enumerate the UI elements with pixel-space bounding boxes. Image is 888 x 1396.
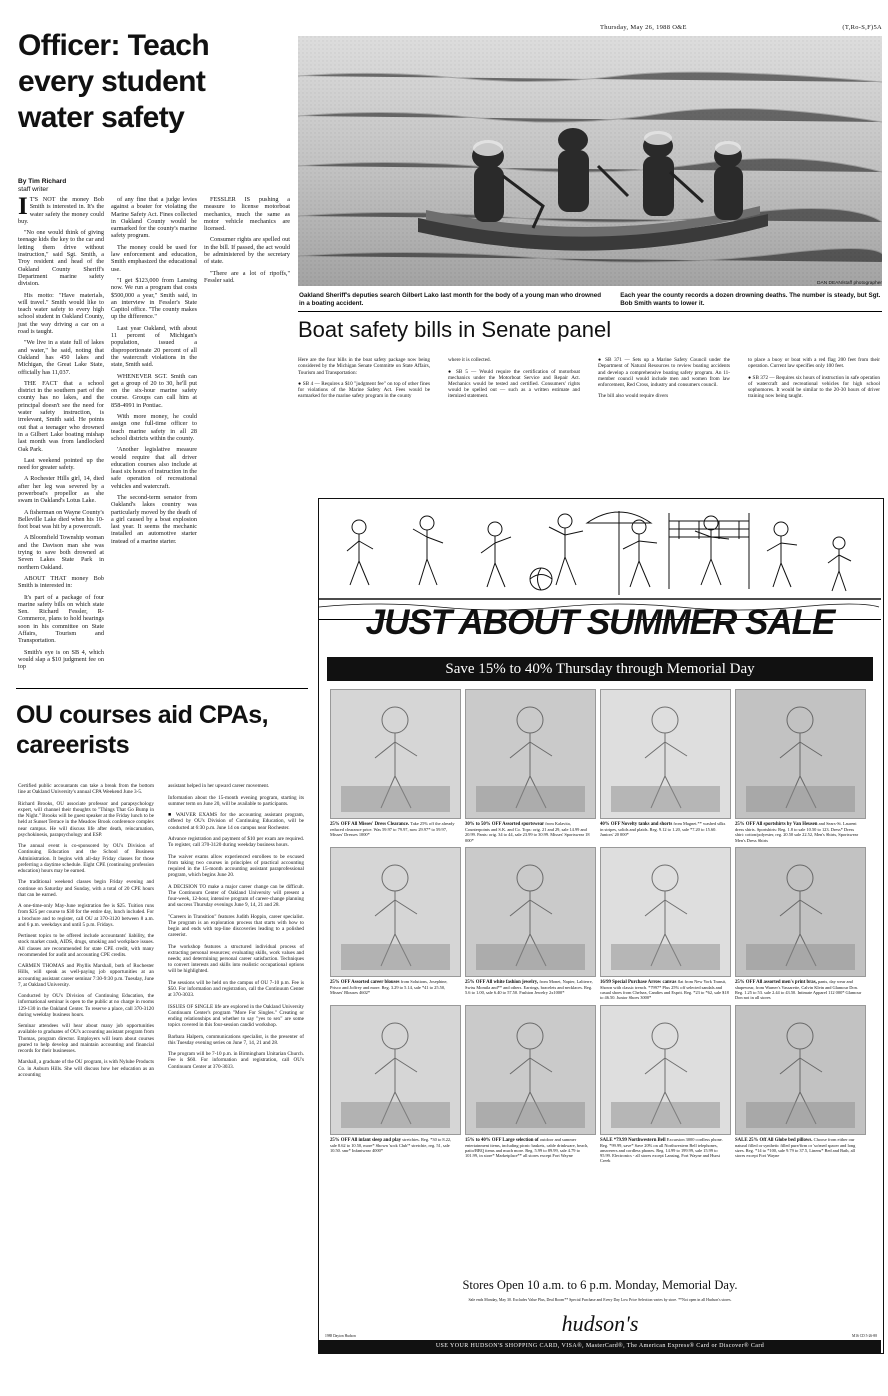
masthead: [600, 24, 882, 31]
ad-product-cell[interactable]: [600, 1005, 729, 1164]
ad-product-photo: [735, 847, 866, 977]
ad-product-photo: [330, 689, 461, 819]
paragraph: ● SB 4 — Requires a $10 "judgment fee" on top of other fines for violations of the Marine Safety Act. Fees would be earmarked for the marine safety program in the county: [298, 380, 430, 400]
ad-product-text: Choose from either our natural filled or synthetic filled pure/firm or 'so/med spacer and long sizes. Reg. *14 to *100, sale 9.79 to 37.5, Linens* Bed and Bath, all stores except Fort Wayne: [735, 1136, 856, 1159]
paragraph: CARMEN THOMAS and Phyllis Marshall, both of Rochester Hills, will speak as well-paying job opportunities at an accounting assistant career seminar 7:30-9:30 p.m. Tuesday, June 7, at Oakland University.: [18, 963, 154, 988]
ad-product-caption: [330, 1137, 459, 1154]
paragraph: A DECISION TO make a major career change can be difficult. The Continuum Center of Oakland University will present a four-week, 12-hour, intensive program of career-change planning and success Thursday evenings June 9, 14, 21 and 28.: [168, 883, 304, 909]
paragraph: Advance registration and payment of $10 per exam are required. To register, call 370-3120 during weekday business hours.: [168, 835, 304, 849]
ad-product-photo: [465, 847, 596, 977]
story-column-3: [204, 196, 290, 664]
ad-product-photo: [465, 689, 596, 819]
ad-product-text: stretchies. Reg. *30 to 8.22, sale 8.62 to 10.50, more* Shown 'sock Club'* stretchie, reg. 51, sale 10.50. smr* Infantwear 4000*: [330, 1136, 452, 1154]
paragraph: ● SB 5 — Would require the certification of motorboat mechanics under the Motorboat Service and Repair Act. Mechanics would be tested and certified. Consumers' rights would be spelled out — such as a written estimate and itemized statement.: [448, 368, 580, 400]
headline-boat-safety-bills: Boat safety bills in Senate panel: [298, 317, 612, 342]
paragraph: ABOUT THAT money Bob Smith is interested in:: [18, 574, 104, 590]
ad-illustration-beach-scene: [319, 499, 881, 620]
paragraph: ● SB 371 — Sets up a Marine Safety Council under the Department of Natural Resources to review boating accidents and develop a comprehensive boating safety program. An 11-member council would include men and women from law enforcement, Red Cross, industry and consumers council.: [598, 357, 730, 388]
ad-product-text: from Monet, Napier, Laliterre, Swiss Momila and** and others. Earrings, bracelets and necklaces. Reg. 5.6 to 1.00, sale 6.40 to 57.50. Fashion Jewelry 2x1000*: [465, 978, 593, 996]
ad-product-headline: SALE *79.99 Northwestern Bell: [600, 1137, 667, 1143]
paragraph: A Rochester Hills girl, 14, died after her leg was severed by a powerboat's propellor as she swam in Oakland's Lotus Lake.: [18, 475, 104, 505]
paragraph: Last year Oakland, with about 11 percent of Michigan's population, issued a disproportionate 20 percent of all the watercraft violations in the state, Smith said.: [111, 324, 197, 369]
ad-product-text: flat from New York Transit, Shown with classic trench. *7997* Plus 25% off selected sandals and casual shoes from Chelsea, Candies and Esprit. Reg. *23 to *62, sale $18 to 46.50. Junior Shoes 3000*: [600, 978, 729, 1001]
rule-above-boat-bills: [298, 311, 882, 312]
ad-product-cell[interactable]: [735, 1005, 864, 1159]
ad-fine-print: Sale ends Monday, May 30. Excludes Value Plus, Deal Room** Special Purchase and Every Day Low Price Selection varies by store. **Not open in all Hudson's stores.: [468, 1298, 732, 1302]
ad-product-cell[interactable]: [465, 847, 594, 996]
story-column-1: [18, 193, 104, 671]
paragraph: The sessions will be held on the campus of OU 7-10 p.m. Fee is $50. For information and registration, call the Continuum Center at 370-3033.: [168, 979, 304, 999]
ad-product-headline: 25% OFF All Misses' Dress Clearance.: [330, 822, 411, 827]
ad-payment-bar: USE YOUR HUDSON'S SHOPPING CARD, VISA®, MasterCard®, The American Express® Card or Discover® Card: [319, 1340, 881, 1353]
photo-caption-left: Oakland Sheriff's deputies search Gilbert Lako last month for the body of a young man who drowned in a boating accident.: [299, 292, 602, 307]
bills-column-3: [598, 352, 730, 478]
paragraph: to place a buoy or boat with a red flag 200 feet from their operation. Current law specifies only 100 feet.: [748, 357, 880, 370]
ad-copyright: 1988 Dayton Hudson: [325, 1334, 356, 1338]
ad-product-headline: 25% OFF All sportshirts by Van Heusen: [735, 822, 819, 827]
paragraph: It's part of a package of four marine safety bills on which state Sen. Richard Fessler, R-Commerce, plans to hold hearings soon in his committee on State Affairs, Tourism and Transportation.: [18, 593, 104, 645]
news-photo-boat-search: [298, 36, 882, 286]
paragraph: "No one would think of giving teenage kids the key to the car and letting them drive without instruction," said Sgt. Smith, a Troy resident and head of the Oakland County Sheriff's Department marine safety division.: [18, 229, 104, 288]
ad-product-cell[interactable]: [600, 689, 729, 838]
ad-store-hours: Stores Open 10 a.m. to 6 p.m. Monday, Memorial Day.: [462, 1278, 738, 1292]
ad-product-grid: [327, 689, 873, 1168]
paragraph: "There are a lot of ripoffs," Fessler said.: [204, 269, 290, 284]
ad-product-photo: [465, 1005, 596, 1135]
bills-column-4: [748, 352, 880, 478]
ad-product-cell[interactable]: [735, 689, 864, 843]
paragraph: Smith's eye is on SB 4, which would slap a $10 judgment fee on top: [18, 648, 104, 671]
ad-subtitle-bar: Save 15% to 40% Thursday through Memorial Day: [327, 657, 873, 681]
paragraph: With more money, he could assign one full-time officer to teach marine safety in all 28 school districts within the county.: [111, 413, 197, 442]
ad-product-photo: [600, 689, 731, 819]
bills-column-1: [298, 352, 430, 478]
paragraph: A one-time-only May-June registration fee is $25. Tuition runs from $25 per course to $30 for the entire day, lunch included. For a brochure and to register, call OU at 370-3120 between 8 a.m. and 6 p.m. weekdays and until 5 p.m. Fridays.: [18, 903, 154, 928]
masthead-left: Thursday, May 26, 1988 O&E: [600, 24, 687, 31]
ad-product-caption: [600, 1137, 729, 1164]
ad-product-headline: 25% OFF All assorted men's print bras,: [735, 979, 818, 985]
ad-product-text: from Magnet.** washed silks in stripes, solids and plaids. Reg. 9.12 to 1.20, sale *7.20 to 15.60. Juniors' 20 000*: [600, 821, 726, 838]
paragraph: Information about the 15-month evening program, starting its summer term on June 20, will be available to participants.: [168, 794, 304, 807]
paragraph: Conducted by OU's Division of Continuing Education, the informational seminar is open to the public at no charge in rooms 129-130 in the Oakland Center. To reserve a place, call 370-3120 during weekday business hours.: [18, 993, 154, 1018]
photo-caption: [298, 291, 882, 308]
ad-product-text: pants, day wear and shapewear, from Warner's Vassarette, Calvin Klein and Glamour Don. Reg. 1.25 to 53. sale 2.44 to 43.50. Intimate Apparel 112 000* Glamour Don not in all stores: [735, 978, 862, 1001]
paragraph: Richard Brooks, OU associate professor and parapsychology expert, will channel their thoughts to "Things That Go Bump in the Night." Brooks will be guest speaker at the Friday lunch to be held at Sunset Terrace in the Meadow Brook conference complex near campus. He will discuss life after death, reincarnation, psychokinesis, parapsychology and ESP.: [18, 800, 154, 838]
hudsons-advertisement: [318, 498, 884, 1354]
paragraph: Last weekend pointed up the need for greater safety.: [18, 456, 104, 472]
ad-product-headline: 40% OFF Novelty tanks and shorts: [600, 822, 674, 827]
paragraph: FESSLER IS pushing a measure to license motorboat mechanics, much the same as motor vehicle mechanics are licensed.: [204, 196, 290, 233]
ad-product-photo: [330, 1005, 461, 1135]
headline-officer-teach: Officer: Teach every student water safety: [18, 29, 210, 134]
paragraph: Consumer rights are spelled out in the bill. If passed, the act would be administered by the secretary of state.: [204, 236, 290, 266]
ad-title: JUST ABOUT SUMMER SALE: [365, 603, 835, 642]
paragraph: Marshall, a graduate of the OU program, is with Nylube Products Co. in Auburn Hills. She will discuss how her education as an accounting: [18, 1059, 154, 1078]
ad-product-text: from Solutions, Josephine, Prisco and Joffrey and more. Reg. 3.29 to 5.14, sale *41 to 25.50, Misses' Blouses 4602*: [330, 978, 448, 996]
ad-product-caption: [465, 821, 594, 843]
paragraph: Pertinent topics to be offered include accountants' liability, the stock market crash, AIDS, drugs, smoking and workplace issues. All classes are recommended for state CPE credit, with many recommended for audit and accounting CPE credits.: [18, 933, 154, 958]
ad-product-text: from Kalavita, Counterpoints and S.K. and Co. Tops: orig. 21 and 29, sale 14.99 and 20.99. Pants: orig. 34 to 44, sale 23.99 to 30.99. Misses' Sportswear 18 000*: [465, 821, 590, 843]
paragraph: The traditional weekend classes begin Friday evening and continue on Saturday and Sunday, with a total of 20 CPE hours that can be earned.: [18, 879, 154, 898]
paragraph: "We live in a state full of lakes and water," he said, noting that Oakland has 450 lakes and Michigan, the Great Lake State, officially has 11,037.: [18, 339, 104, 376]
ad-product-caption: [330, 821, 459, 838]
rule-above-ou-courses: [16, 688, 308, 689]
paragraph: A fisherman on Wayne County's Belleville Lake died when his 10-foot boat was hit by a powercraft.: [18, 508, 104, 531]
paragraph: The bill also would require divers: [598, 393, 669, 400]
ad-product-headline: 15% to 40% OFF Large selection of: [465, 1137, 540, 1143]
ad-product-caption: [465, 979, 594, 996]
bills-column-2: [448, 352, 580, 478]
paragraph: of any fine that a judge levies against a boater for violating the Marine Safety Act. Fines collected in Oakland County would be earmarked for the county's marine safety program.: [111, 196, 197, 240]
story-water-safety: [18, 193, 290, 671]
ou-column-2: [168, 778, 304, 1376]
paragraph: ● SB 372 — Requires six hours of instruction in safe operation of watercraft and recreational vehicles for high school sophomores. It would be similar to the 20-30 hours of driver training now being taught.: [748, 374, 880, 400]
ad-product-caption: [600, 821, 729, 838]
ad-product-headline: 30% to 50% OFF Assorted sportswear: [465, 822, 546, 827]
paragraph: The workshop features a structured individual process of extracting personal resources; evaluating skills, work values and needs; and determining personal career satisfaction. Techniques to convert interests and skills into realistic occupational options will be highlighted.: [168, 943, 304, 975]
ad-product-text: and Sears-St. Laurent dress shirts. Sportshirts: Reg. 1.8 to sale 10.50 to 123. Dress* Dress shirt: cotton/polyester, reg. 20.50 sale 22.52, Men's Shirts, Sportswear Men's Dress Shirts: [735, 821, 859, 843]
paragraph: "Careers in Transition" features Judith Hoppin, career specialist. The program is an exploration process that starts with how to begin and ends with top-line discoveries leading to a polished careerist.: [168, 913, 304, 939]
ad-product-headline: 16/99 Special Purchase Arrow canvas: [600, 979, 678, 985]
paragraph: THE FACT that a school district in the southern part of the county has no lakes, and the principal doesn't see the need for water safety instruction, is irrelevant, Smith said. He points out that a teenager who drowned in a Gilbert Lake boating mishap last month was from landlocked Oak Park.: [18, 379, 104, 453]
paragraph: His motto: "Have materials, will travel." Smith would like to teach water safety to every high school student in Oakland County, just the way driving a car on a road is taught.: [18, 291, 104, 336]
ad-product-photo: [330, 847, 461, 977]
paragraph: The waiver exams allow experienced enrollees to be excused from taking two courses in principles of practical accounting required in the 15-month accounting assistant paraprofessional program, which begins June 20.: [168, 853, 304, 879]
paragraph: ISSUES OF SINGLE life are explored in the Oakland University Continuum Center's program "More For Singles." Creating or ending relationships and whether to say "yes to sex" are some topics covered in this four-session candid workshop.: [168, 1003, 304, 1029]
ad-product-caption: [330, 979, 459, 996]
paragraph: A Bloomfield Township woman and the Davison man she was trying to save both drowned at Seven Lakes State Park in northern Oakland.: [18, 534, 104, 571]
ad-product-cell[interactable]: [330, 847, 459, 996]
ou-column-1: [18, 778, 154, 1376]
paragraph: I T'S NOT the money Bob Smith is interested in. It's the water safety the money could buy.: [18, 193, 104, 225]
story-boat-bills: [298, 352, 882, 480]
paragraph: assistant helped in her upward career movement.: [168, 783, 270, 790]
byline: [18, 178, 138, 194]
ad-product-headline: 25% OFF All infant sleep and play: [330, 1137, 403, 1143]
ad-product-photo: [735, 1005, 866, 1135]
ad-product-photo: [600, 847, 731, 977]
paragraph: The second-term senator from Oakland's lakes country was particularly moved by the death of a girl caused by a boat explosion last year. It seems the mechanic installed an automotive starter instead of a marine starter.: [111, 493, 197, 545]
ad-product-photo: [735, 689, 866, 819]
ad-product-caption: [465, 1137, 594, 1159]
ad-product-photo: [600, 1005, 731, 1135]
ad-product-cell[interactable]: [465, 1005, 594, 1159]
drop-cap: I: [18, 193, 28, 220]
ad-product-cell[interactable]: [600, 847, 729, 1001]
ad-product-caption: [735, 821, 864, 843]
ad-product-headline: 25% OFF All white fashion jewelry,: [465, 979, 540, 985]
ad-product-headline: SALE 25% Off All Globe bed pillows.: [735, 1137, 814, 1143]
ad-product-cell[interactable]: [735, 847, 864, 1001]
story-column-2: [111, 196, 197, 664]
ad-product-text: outdoor and summer entertainment items, including picnic baskets, cable drinkware, beach, patio/BBQ items and much more. Reg. 5.99 to 89.99, sale 4.79 to 101.99, in store* Marketplace** all stores except Fort Wayne: [465, 1136, 589, 1159]
ad-product-text: Excursion 3000 cordless phone. Reg. *99.99, save* Save 20% on all Northwestern Bell telephones, answerers and cordless phones. Reg. 14.99 to 199.99, sale 15.99 to 95.99. Electronics - all stores except Lansing, Fort Wayne and Hurst Creek: [600, 1136, 723, 1164]
paragraph: Here are the four bills in the boat safety package now being considered by the Michigan Senate Committe on State Affairs, Tourism and Transportation:: [298, 357, 430, 376]
ad-product-caption: [735, 1137, 864, 1159]
ad-code: M16 CD 5-26-88: [852, 1334, 877, 1338]
paragraph: where it is collected.: [448, 357, 491, 364]
ad-product-cell[interactable]: [330, 1005, 459, 1154]
photo-caption-right: Each year the county records a dozen drowning deaths. The number is steady, but Sgt. Bob Smith wants to lower it.: [620, 292, 881, 307]
paragraph: WHENEVER SGT. Smith can get a group of 20 to 30, he'll put on the six-hour marine safety course. Groups can call him at 858-4991 in Pontiac.: [111, 372, 197, 409]
ad-product-text: Take 25% off the already reduced clearance price. Was 59.97 to 79.97, now 29.97* to 59.97, Misses' Dresses 1000*: [330, 821, 455, 838]
byline-name: By Tim Richard: [18, 178, 67, 185]
hudsons-logo: hudson's: [561, 1311, 639, 1336]
ad-product-caption: [600, 979, 729, 1001]
story-ou-courses: [18, 778, 308, 1378]
photo-credit: DAN DEAN/staff photographer: [817, 281, 882, 286]
paragraph: Seminar attendees will hear about many job opportunities available to graduates of OU's accounting assistant program from Thomas, program director. Employers will learn about courses geared to help develop and maintain accounting and financial records for their businesses.: [18, 1023, 154, 1054]
paragraph: Barbara Halpern, communications specialist, is the presenter of this Tuesday evening series on June 7, 14, 21 and 28.: [168, 1033, 304, 1046]
paragraph: The annual event is co-sponsored by OU's Division of Continuing Education and the School of Business Administration. It begins with all-day Friday classes for those preferring a daytime schedule. Eight CPE (continuing profession education) hours may be earned.: [18, 843, 154, 874]
paragraph: "I get $123,000 from Lansing now. We run a program that costs $500,000 a year," Smith said, in an interview in Fessler's State Capitol office. "The county makes up the difference.": [111, 276, 197, 321]
ad-product-headline: 25% OFF Assorted career blouses: [330, 979, 401, 985]
paragraph: The program will be 7-10 p.m. in Birmingham Unitarian Church. Fee is $60. For information and registration, call OU's Continuum Center at 370-3033.: [168, 1051, 304, 1070]
paragraph: 'Another legislative measure would require that all driver education courses also include at least six hours of instruction in the safe operation of recreational vehicles and watercraft.: [111, 446, 197, 490]
byline-role: staff writer: [18, 186, 49, 193]
paragraph: The money could be used for law enforcement and education, Smith emphasized the educational use.: [111, 243, 197, 273]
paragraph: ■ WAIVER EXAMS for the accounting assistant program, offered by OU's Division of Continuing Education, will be conducted at 6:30 p.m. June 14 on campus near Rochester.: [168, 812, 304, 831]
headline-ou-courses: OU courses aid CPAs, careerists: [16, 701, 269, 759]
ad-product-caption: [735, 979, 864, 1001]
ad-product-cell[interactable]: [330, 689, 459, 838]
masthead-right: (T,Ro-S,F)5A: [842, 24, 882, 31]
paragraph: Certified public accountants can take a break from the bottom line at Oakland University's annual CPA Weekend June 3-5.: [18, 783, 154, 796]
ad-product-cell[interactable]: [465, 689, 594, 843]
